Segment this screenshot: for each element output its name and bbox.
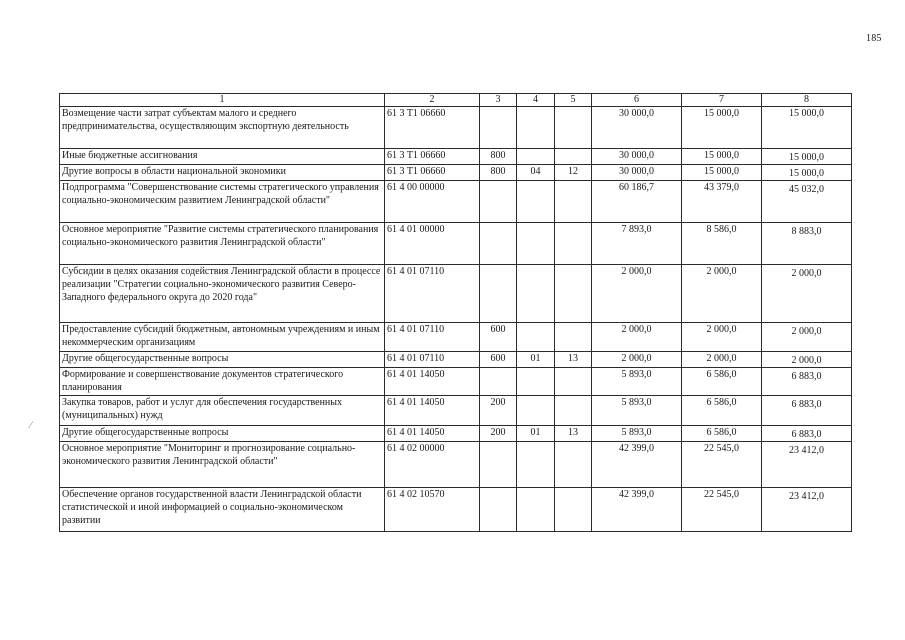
row-col4-cell [517, 488, 555, 532]
header-col-7: 7 [682, 94, 762, 107]
table-row [60, 165, 852, 181]
table-row [60, 181, 852, 223]
table-row [60, 149, 852, 165]
row-value8-cell: 23 412,0 [762, 442, 852, 488]
row-col4-cell [517, 265, 555, 323]
row-col5-cell [555, 368, 592, 396]
row-col4-cell [517, 149, 555, 165]
row-col4-cell [517, 396, 555, 426]
row-value7-cell: 15 000,0 [682, 107, 762, 149]
row-col3-cell [480, 442, 517, 488]
row-col3-cell: 800 [480, 165, 517, 181]
row-code-cell: 61 3 T1 06660 [385, 107, 480, 149]
header-col-3: 3 [480, 94, 517, 107]
table-header [60, 94, 852, 107]
row-value8-cell: 2 000,0 [762, 352, 852, 368]
row-col5-cell [555, 488, 592, 532]
margin-tick-mark: ⁄ [30, 420, 32, 430]
row-col4-cell: 04 [517, 165, 555, 181]
row-value8-cell: 8 883,0 [762, 223, 852, 265]
header-col-1: 1 [60, 94, 385, 107]
row-value7-cell: 15 000,0 [682, 149, 762, 165]
row-col5-cell: 13 [555, 352, 592, 368]
header-col-2: 2 [385, 94, 480, 107]
row-code-cell: 61 4 01 14050 [385, 368, 480, 396]
row-value6-cell: 42 399,0 [592, 442, 682, 488]
table-row [60, 107, 852, 149]
row-code-cell: 61 4 01 07110 [385, 352, 480, 368]
table-row [60, 352, 852, 368]
row-name-cell: Возмещение части затрат субъектам малого и среднего предпринимательства, осуществляющим экспортную деятельность [60, 107, 385, 149]
row-name-cell: Иные бюджетные ассигнования [60, 149, 385, 165]
row-col3-cell: 600 [480, 323, 517, 352]
row-value7-cell: 8 586,0 [682, 223, 762, 265]
row-col5-cell [555, 107, 592, 149]
row-value7-cell: 2 000,0 [682, 352, 762, 368]
row-code-cell: 61 4 00 00000 [385, 181, 480, 223]
table-row [60, 223, 852, 265]
row-col5-cell [555, 396, 592, 426]
header-col-4: 4 [517, 94, 555, 107]
row-col4-cell: 01 [517, 352, 555, 368]
row-value8-cell: 45 032,0 [762, 181, 852, 223]
row-value6-cell: 42 399,0 [592, 488, 682, 532]
row-value8-cell: 15 000,0 [762, 149, 852, 165]
row-value8-cell: 2 000,0 [762, 265, 852, 323]
row-name-cell: Субсидии в целях оказания содействия Ленинградской области в процессе реализации "Стратегии социально-экономического развития Северо-Западного федерального округа до 2020 года" [60, 265, 385, 323]
row-value7-cell: 43 379,0 [682, 181, 762, 223]
row-value6-cell: 5 893,0 [592, 426, 682, 442]
row-name-cell: Основное мероприятие "Развитие системы стратегического планирования социально-экономического развития Ленинградской области" [60, 223, 385, 265]
table-row [60, 368, 852, 396]
row-name-cell: Закупка товаров, работ и услуг для обеспечения государственных (муниципальных) нужд [60, 396, 385, 426]
row-name-cell: Основное мероприятие "Мониторинг и прогнозирование социально-экономического развития Ленинградской области" [60, 442, 385, 488]
row-code-cell: 61 4 02 10570 [385, 488, 480, 532]
row-value8-cell: 23 412,0 [762, 488, 852, 532]
header-col-6: 6 [592, 94, 682, 107]
row-value6-cell: 2 000,0 [592, 265, 682, 323]
row-col3-cell: 200 [480, 426, 517, 442]
row-col3-cell [480, 368, 517, 396]
row-value6-cell: 2 000,0 [592, 323, 682, 352]
row-code-cell: 61 4 01 07110 [385, 265, 480, 323]
row-value6-cell: 2 000,0 [592, 352, 682, 368]
row-value7-cell: 2 000,0 [682, 323, 762, 352]
row-value8-cell: 6 883,0 [762, 426, 852, 442]
row-col5-cell [555, 149, 592, 165]
page-number: 185 [866, 33, 882, 44]
row-col5-cell [555, 323, 592, 352]
row-code-cell: 61 3 T1 06660 [385, 165, 480, 181]
row-code-cell: 61 4 01 07110 [385, 323, 480, 352]
row-name-cell: Обеспечение органов государственной власти Ленинградской области статистической и иной информацией о социально-экономическом развитии [60, 488, 385, 532]
row-col4-cell: 01 [517, 426, 555, 442]
row-value7-cell: 6 586,0 [682, 426, 762, 442]
row-col4-cell [517, 323, 555, 352]
row-name-cell: Другие общегосударственные вопросы [60, 352, 385, 368]
header-col-5: 5 [555, 94, 592, 107]
row-name-cell: Предоставление субсидий бюджетным, автономным учреждениям и иным некоммерческим организациям [60, 323, 385, 352]
row-col3-cell [480, 107, 517, 149]
row-col4-cell [517, 442, 555, 488]
row-code-cell: 61 4 01 00000 [385, 223, 480, 265]
row-value8-cell: 6 883,0 [762, 368, 852, 396]
row-col5-cell: 13 [555, 426, 592, 442]
table-body [60, 107, 852, 532]
row-col4-cell [517, 181, 555, 223]
row-name-cell: Другие вопросы в области национальной экономики [60, 165, 385, 181]
row-col5-cell [555, 442, 592, 488]
row-code-cell: 61 4 01 14050 [385, 426, 480, 442]
row-name-cell: Формирование и совершенствование документов стратегического планирования [60, 368, 385, 396]
row-code-cell: 61 3 T1 06660 [385, 149, 480, 165]
row-value7-cell: 22 545,0 [682, 442, 762, 488]
row-col5-cell [555, 265, 592, 323]
header-col-8: 8 [762, 94, 852, 107]
row-col3-cell: 800 [480, 149, 517, 165]
table-row [60, 488, 852, 532]
row-col4-cell [517, 368, 555, 396]
row-value7-cell: 22 545,0 [682, 488, 762, 532]
row-col4-cell [517, 107, 555, 149]
row-col5-cell [555, 181, 592, 223]
row-col5-cell [555, 223, 592, 265]
row-value7-cell: 15 000,0 [682, 165, 762, 181]
row-col3-cell [480, 265, 517, 323]
row-code-cell: 61 4 01 14050 [385, 396, 480, 426]
row-code-cell: 61 4 02 00000 [385, 442, 480, 488]
row-value7-cell: 6 586,0 [682, 368, 762, 396]
row-value7-cell: 2 000,0 [682, 265, 762, 323]
table-row [60, 426, 852, 442]
row-value6-cell: 5 893,0 [592, 396, 682, 426]
row-value8-cell: 2 000,0 [762, 323, 852, 352]
row-col3-cell [480, 223, 517, 265]
table-row [60, 442, 852, 488]
row-value6-cell: 7 893,0 [592, 223, 682, 265]
row-col4-cell [517, 223, 555, 265]
row-col3-cell: 200 [480, 396, 517, 426]
row-value6-cell: 30 000,0 [592, 107, 682, 149]
row-value6-cell: 60 186,7 [592, 181, 682, 223]
row-value7-cell: 6 586,0 [682, 396, 762, 426]
row-col3-cell [480, 488, 517, 532]
row-name-cell: Другие общегосударственные вопросы [60, 426, 385, 442]
row-value8-cell: 6 883,0 [762, 396, 852, 426]
table-row [60, 323, 852, 352]
budget-table [59, 93, 852, 532]
table-row [60, 396, 852, 426]
table-row [60, 265, 852, 323]
row-name-cell: Подпрограмма "Совершенствование системы стратегического управления социально-экономическим развитием Ленинградской области" [60, 181, 385, 223]
row-col5-cell: 12 [555, 165, 592, 181]
row-value8-cell: 15 000,0 [762, 165, 852, 181]
row-col3-cell [480, 181, 517, 223]
row-col3-cell: 600 [480, 352, 517, 368]
row-value6-cell: 5 893,0 [592, 368, 682, 396]
row-value8-cell: 15 000,0 [762, 107, 852, 149]
header-row [60, 94, 852, 107]
row-value6-cell: 30 000,0 [592, 149, 682, 165]
row-value6-cell: 30 000,0 [592, 165, 682, 181]
